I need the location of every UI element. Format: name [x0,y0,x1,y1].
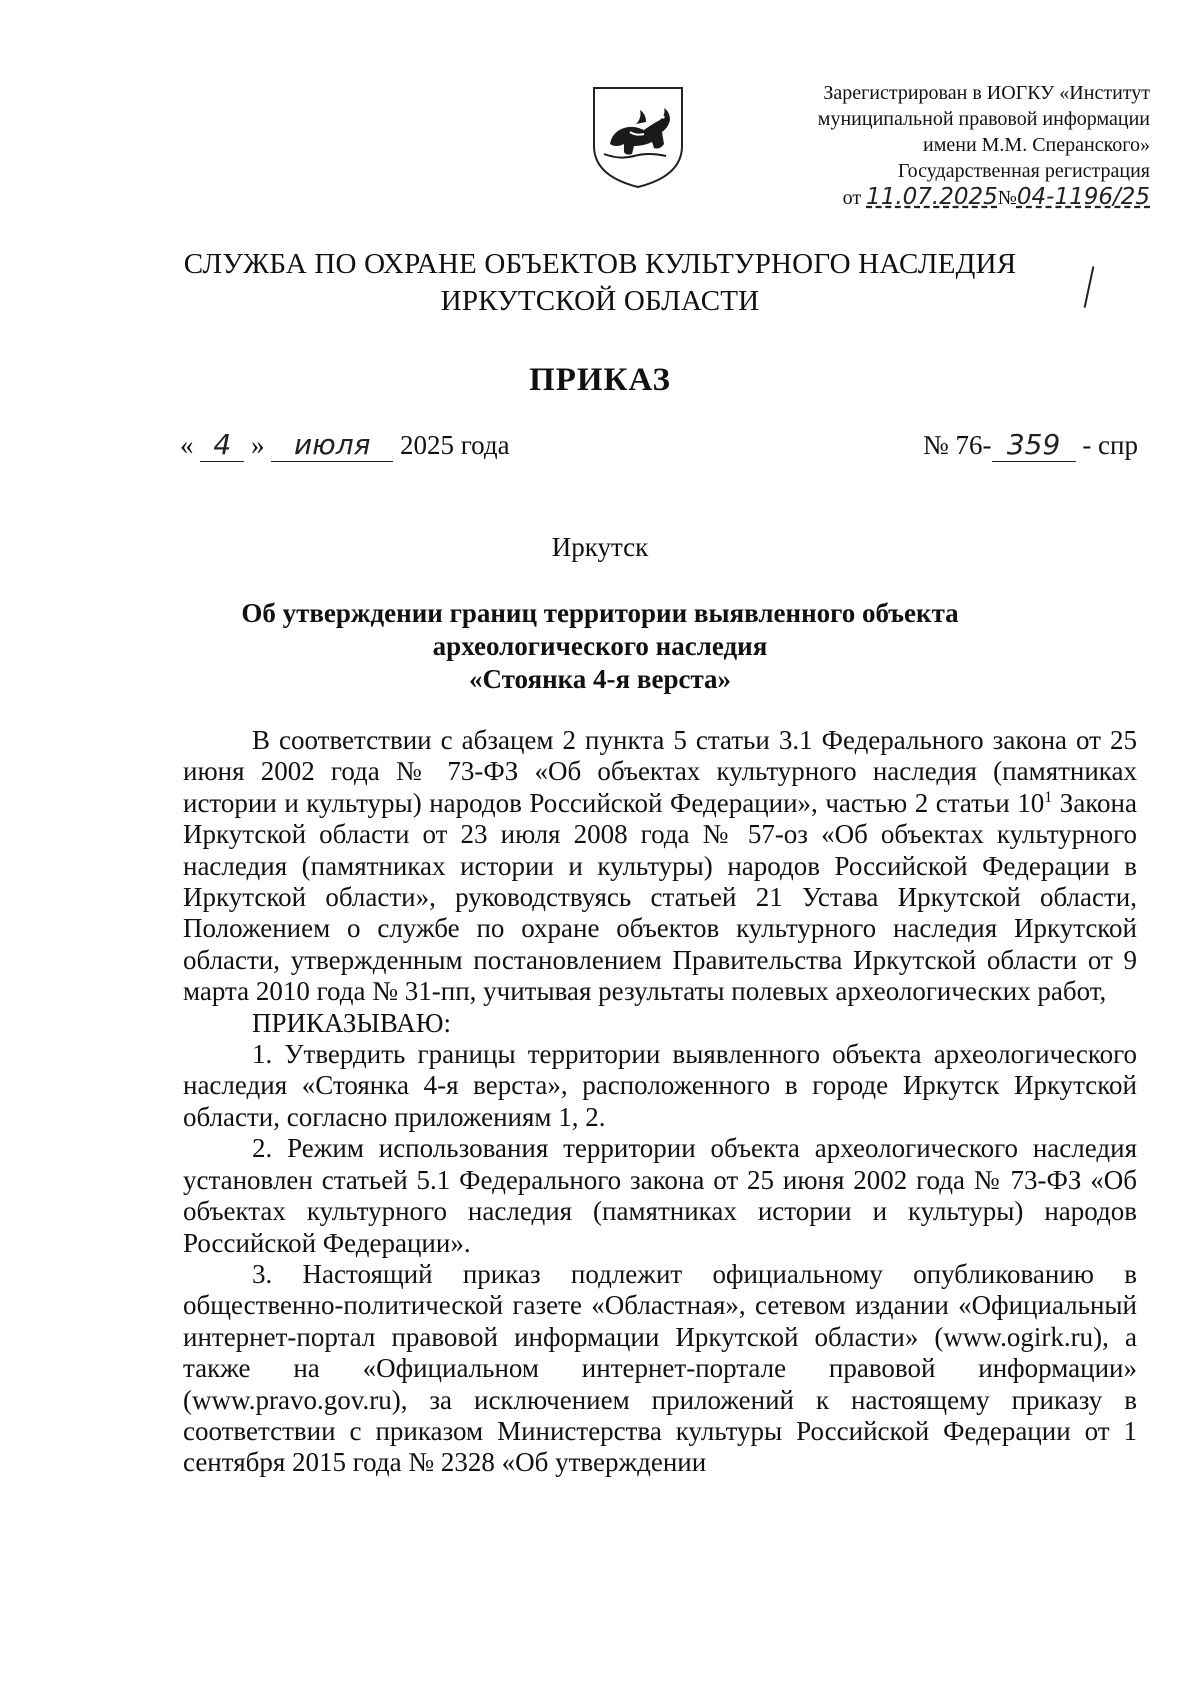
document-type-heading: ПРИКАЗ [529,362,671,398]
order-item-3: 3. Настоящий приказ подлежит официальному опубликованию в общественно-политической газете «Областная», сетевом издании «Официальный интернет-портал правовой информации Иркутской области» (www.ogirk.ru), а также на «Официальном интернет-портале правовой информации» (www.pravo.gov.ru), за исключением приложений к настоящему приказу в соответствии с приказом Министерства культуры Российской Федерации от 1 сентября 2015 года № 2328 «Об утверждении [183,1258,1137,1478]
registration-date-line [720,184,1150,211]
coat-of-arms-icon [590,84,686,190]
number-prefix: № 76- [923,430,992,460]
organization-name [0,246,1200,320]
order-item-1: 1. Утвердить границы территории выявленного объекта археологического наследия «Стоянка 4-я верста», расположенного в городе Иркутск Иркутской области, согласно приложениям 1, 2. [183,1039,1137,1132]
order-word: ПРИКАЗЫВАЮ: [252,1007,451,1038]
subject-line: археологического наследия [432,631,768,661]
registration-line: муниципальной правовой информации [817,108,1150,130]
registration-date: 11.07.2025 [866,184,998,210]
date-month: июля [271,428,393,462]
document-number [923,428,1138,462]
date-day: 4 [200,428,244,462]
registration-line: Зарегистрирован в ИОГКУ «Институт [823,82,1150,104]
preamble-paragraph [183,725,1137,1008]
organization-line: ИРКУТСКОЙ ОБЛАСТИ [440,285,760,317]
date-close-quote: » [251,430,265,460]
preamble-text: В соответствии с абзацем 2 пункта 5 статьи 3.1 Федерального закона от 25 июня 2002 года № 73-ФЗ «Об объектах культурного наследия (памятниках истории и культуры) народов Российской Федерации», частью 2 статьи 10 [183,725,1137,818]
registration-stamp [720,80,1150,211]
registration-line: Государственная регистрация [897,160,1150,182]
document-date [180,428,510,462]
subject-line: «Стоянка 4-я верста» [468,664,732,694]
organization-line: СЛУЖБА ПО ОХРАНЕ ОБЪЕКТОВ КУЛЬТУРНОГО НАСЛЕДИЯ [183,248,1017,280]
registration-number-prefix: № [997,187,1017,209]
date-year: 2025 года [400,430,510,460]
city-name: Иркутск [551,532,649,562]
document-body [183,725,1137,1479]
document-subject [0,597,1200,696]
date-open-quote: « [180,430,194,460]
registration-date-prefix: от [842,187,862,209]
registration-number: 04-1196/25 [1016,184,1150,210]
number-value: 359 [992,428,1076,462]
preamble-superscript: 1 [1044,788,1053,806]
preamble-text: Закона Иркутской области от 23 июля 2008 года № 57-оз «Об объектах культурного наследия (памятниках истории и культуры) народов Российской Федерации в Иркутской области», руководствуясь статьей 21 Устава Иркутской области, Положением о службе по охране объектов культурного наследия Иркутской области, утвержденным постановлением Правительства Иркутской области от 9 марта 2010 года № 31-пп, учитывая результаты полевых археологических работ, [183,787,1137,1007]
number-suffix: - спр [1082,430,1138,460]
registration-line: имени М.М. Сперанского» [923,134,1150,156]
order-item-2: 2. Режим использования территории объекта археологического наследия установлен статьей 5.1 Федерального закона от 25 июня 2002 года № 73-ФЗ «Об объектах культурного наследия (памятниках истории и культуры) народов Российской Федерации». [183,1133,1137,1258]
subject-line: Об утверждении границ территории выявленного объекта [241,598,959,628]
